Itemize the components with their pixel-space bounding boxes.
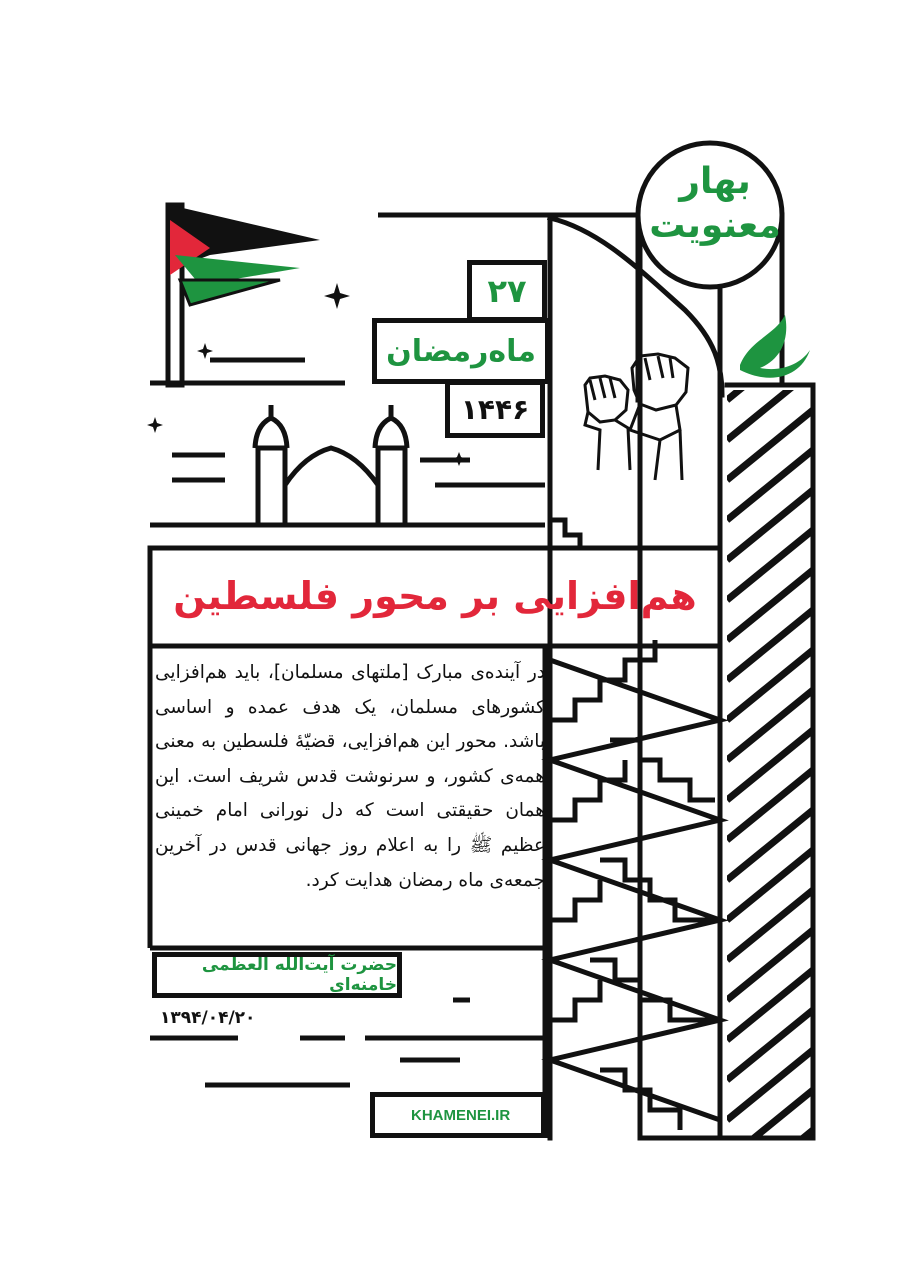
- quote-date: ۱۳۹۴/۰۴/۲۰: [160, 1008, 256, 1028]
- date-day: ۲۷: [467, 260, 547, 322]
- date-month: ماه‌رمضان: [372, 318, 550, 384]
- quote-text: در آینده‌ی مبارک [ملتهای مسلمان]، باید هم‌افزایی کشورهای مسلمان، یک هدف عمده و اساسی باشد. محور این هم‌افزایی، قضیّهٔ فلسطین به معنی همه‌ی کشور، و سرنوشت قدس شریف است. این همان حقیقتی است که دل نورانی امام خمینی عظیم ﷺ را به اعلام روز جهانی قدس در آخرین جمعه‌ی ماه رمضان هدایت کرد.: [155, 662, 545, 891]
- leaf-icon: [740, 315, 810, 378]
- hatch-pattern: [727, 330, 813, 1200]
- author-name: حضرت آیت‌الله العظمی خامنه‌ای: [152, 952, 402, 998]
- badge-title: بهار معنویت: [649, 161, 781, 246]
- site-logo[interactable]: [370, 1092, 546, 1138]
- page-title: هم‌افزایی بر محور فلسطین: [173, 574, 697, 618]
- date-year: ۱۴۴۶: [445, 380, 545, 438]
- logo-name: KHAMENEI.IR: [411, 1106, 511, 1124]
